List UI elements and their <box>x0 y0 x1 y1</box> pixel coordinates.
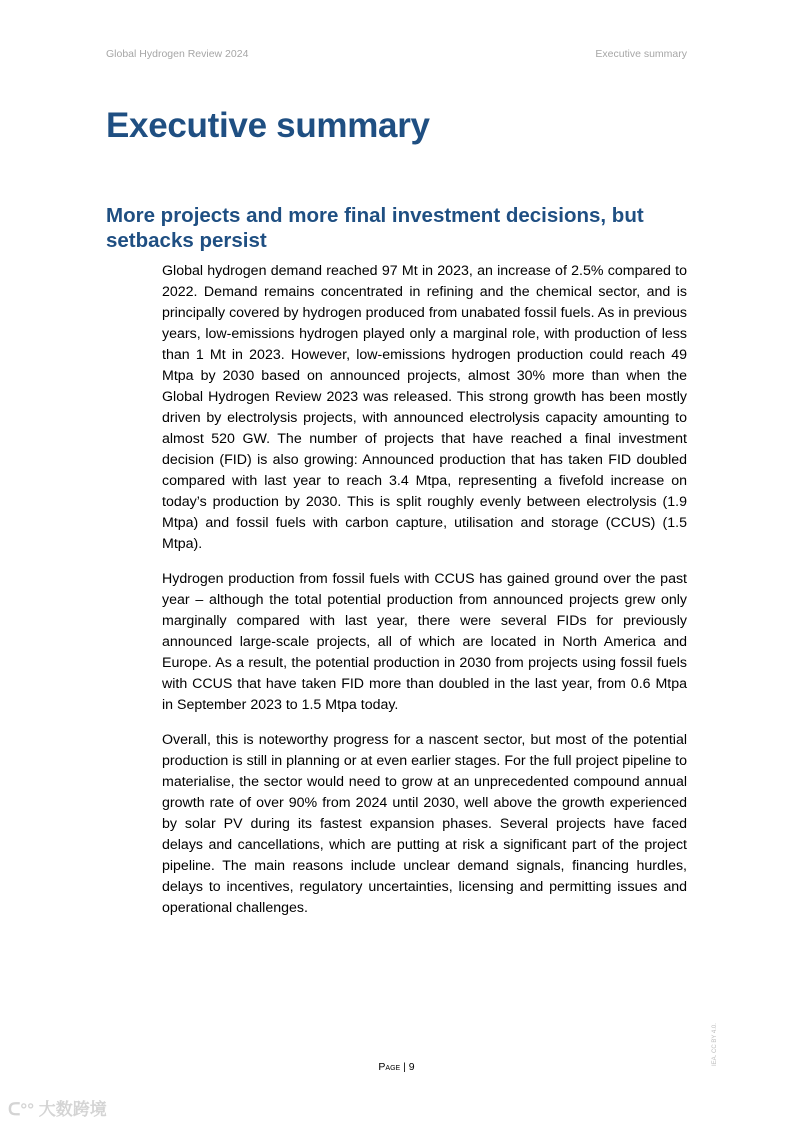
watermark-text: 大数跨境 <box>38 1100 107 1119</box>
watermark-logo: ᑕ°° 大数跨境 <box>8 1100 107 1119</box>
page-title: Executive summary <box>106 106 430 145</box>
paragraph: Global hydrogen demand reached 97 Mt in 2023, an increase of 2.5% compared to 2022. Demand remains concentrated in refining and the chemical sector, and is principally covered by hydrogen produced from unabated fossil fuels. As in previous years, low-emissions hydrogen played only a marginal role, with production of less than 1 Mt in 2023. However, low-emissions hydrogen production could reach 49 Mtpa by 2030 based on announced projects, almost 30% more than when the Global Hydrogen Review 2023 was released. This strong growth has been mostly driven by electrolysis projects, with announced electrolysis capacity amounting to almost 520 GW. The number of projects that have reached a final investment decision (FID) is also growing: Announced production that has taken FID doubled compared with last year to reach 3.4 Mtpa, representing a fivefold increase on today’s production by 2030. This is split roughly evenly between electrolysis (1.9 Mtpa) and fossil fuels with carbon capture, utilisation and storage (CCUS) (1.5 Mtpa). <box>162 263 687 552</box>
running-header-section: Executive summary <box>595 48 687 60</box>
body-text <box>162 261 687 933</box>
page-footer: Page | 9 <box>378 1061 415 1073</box>
paragraph: Hydrogen production from fossil fuels with CCUS has gained ground over the past year – although the total potential production from announced projects grew only marginally compared with last year, there were several FIDs for previously announced large-scale projects, all of which are located in North America and Europe. As a result, the potential production in 2030 from projects using fossil fuels with CCUS that have taken FID more than doubled in the last year, from 0.6 Mtpa in September 2023 to 1.5 Mtpa today. <box>162 571 687 713</box>
section-heading: More projects and more final investment decisions, but setbacks persist <box>106 204 644 252</box>
license-notice: IEA. CC BY 4.0. <box>712 1023 718 1066</box>
page-number: 9 <box>408 1061 415 1073</box>
page-label: Page <box>378 1061 401 1073</box>
running-header-title: Global Hydrogen Review 2024 <box>106 48 249 60</box>
paragraph: Overall, this is noteworthy progress for a nascent sector, but most of the potential production is still in planning or at even earlier stages. For the full project pipeline to materialise, the sector would need to grow at an unprecedented compound annual growth rate of over 90% from 2024 until 2030, well above the growth experienced by solar PV during its fastest expansion phases. Several projects have faced delays and cancellations, which are putting at risk a significant part of the project pipeline. The main reasons include unclear demand signals, financing hurdles, delays to incentives, regulatory uncertainties, licensing and permitting issues and operational challenges. <box>162 732 687 916</box>
